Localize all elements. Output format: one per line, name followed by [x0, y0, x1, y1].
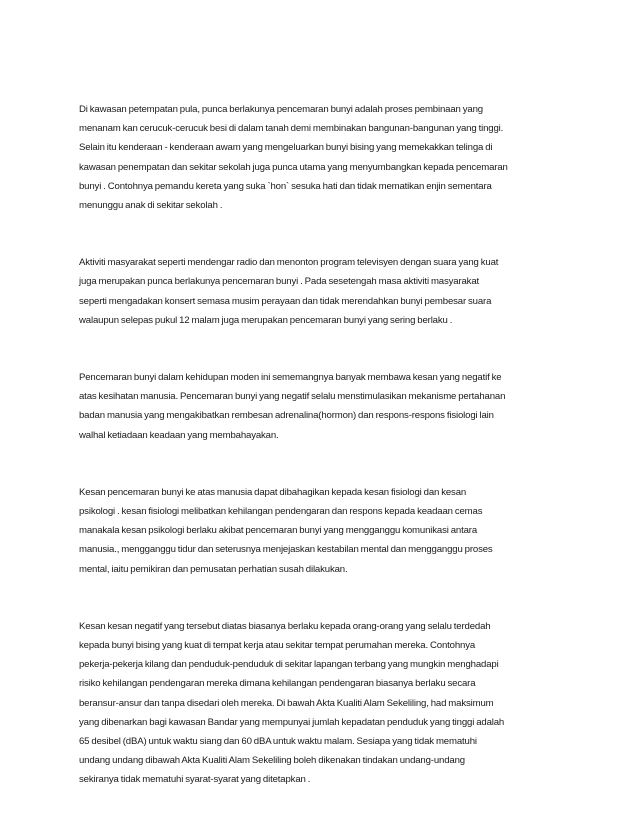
text-line: badan manusia yang mengakibatkan rembesan adrenalina(hormon) dan respons-respons fisiologi lain [79, 410, 494, 422]
text-line: menanam kan cerucuk-cerucuk besi di dalam tanah demi membinakan bangunan-bangunan yang tinggi. [79, 123, 504, 135]
text-line: mental, iaitu pemikiran dan pemusatan perhatian susah dilakukan. [79, 563, 348, 575]
text-line: walhal ketiadaan keadaan yang membahayakan. [79, 429, 279, 441]
text-line: juga merupakan punca berlakunya pencemaran bunyi . Pada sesetengah masa aktiviti masyarakat [79, 276, 480, 288]
paragraph-4 [79, 483, 569, 579]
text-line: bunyi . Contohnya pemandu kereta yang suka `hon` sesuka hati dan tidak mematikan enjin sementara [79, 180, 492, 192]
paragraph-3 [79, 368, 569, 445]
text-line: Aktiviti masyarakat seperti mendengar radio dan menonton program televisyen dengan suara yang kuat [79, 257, 499, 269]
text-line: 65 desibel (dBA) untuk waktu siang dan 60 dBA untuk waktu malam. Sesiapa yang tidak mematuhi [79, 736, 477, 748]
text-line: pekerja-pekerja kilang dan penduduk-penduduk di sekitar lapangan terbang yang mungkin menghadapi [79, 659, 499, 671]
text-line: Di kawasan petempatan pula, punca berlakunya pencemaran bunyi adalah proses pembinaan yang [79, 104, 483, 115]
paragraph-2 [79, 253, 569, 330]
text-line: kawasan penempatan dan sekitar sekolah juga punca utama yang menyumbangkan kepada pencemaran [79, 161, 508, 173]
text-line: sekiranya tidak mematuhi syarat-syarat yang ditetapkan . [79, 774, 311, 786]
text-line: psikologi . kesan fisiologi melibatkan kehilangan pendengaran dan respons kepada keadaan cemas [79, 506, 483, 518]
paragraph-1 [79, 100, 569, 215]
text-line: Selain itu kenderaan - kenderaan awam yang mengeluarkan bunyi bising yang memekakkan telinga di [79, 142, 493, 154]
text-line: kepada bunyi bising yang kuat di tempat kerja atau sekitar tempat perumahan mereka. Contohnya [79, 640, 476, 652]
text-line: walaupun selepas pukul 12 malam juga merupakan pencemaran bunyi yang sering berlaku . [79, 314, 453, 326]
text-line: manakala kesan psikologi berlaku akibat pencemaran bunyi yang mengganggu komunikasi antara [79, 525, 478, 537]
text-line: Kesan pencemaran bunyi ke atas manusia dapat dibahagikan kepada kesan fisiologi dan kesan [79, 486, 467, 498]
text-line: yang dibenarkan bagi kawasan Bandar yang mempunyai jumlah kepadatan penduduk yang tinggi adalah [79, 716, 505, 728]
text-line: seperti mengadakan konsert semasa musim perayaan dan tidak merendahkan bunyi pembesar suara [79, 295, 492, 307]
text-line: undang undang dibawah Akta Kualiti Alam Sekeliling boleh dikenakan tindakan undang-undang [79, 755, 465, 767]
paragraph-5 [79, 617, 569, 790]
text-line: Kesan kesan negatif yang tersebut diatas biasanya berlaku kepada orang-orang yang selalu terdedah [79, 620, 491, 632]
text-line: menunggu anak di sekitar sekolah . [79, 200, 223, 212]
text-line: Pencemaran bunyi dalam kehidupan moden ini sememangnya banyak membawa kesan yang negatif ke [79, 372, 502, 384]
text-line: manusia., mengganggu tidur dan seterusnya menjejaskan kestabilan mental dan mengganggu proses [79, 544, 493, 556]
document-body [79, 100, 569, 828]
text-line: beransur-ansur dan tanpa disedari oleh mereka. Di bawah Akta Kualiti Alam Sekeliling, had maksimum [79, 697, 494, 709]
text-line: atas kesihatan manusia. Pencemaran bunyi yang negatif selalu menstimulasikan mekanisme pertahanan [79, 391, 506, 403]
text-line: risiko kehilangan pendengaran mereka dimana kehilangan pendengaran biasanya berlaku secara [79, 678, 476, 690]
